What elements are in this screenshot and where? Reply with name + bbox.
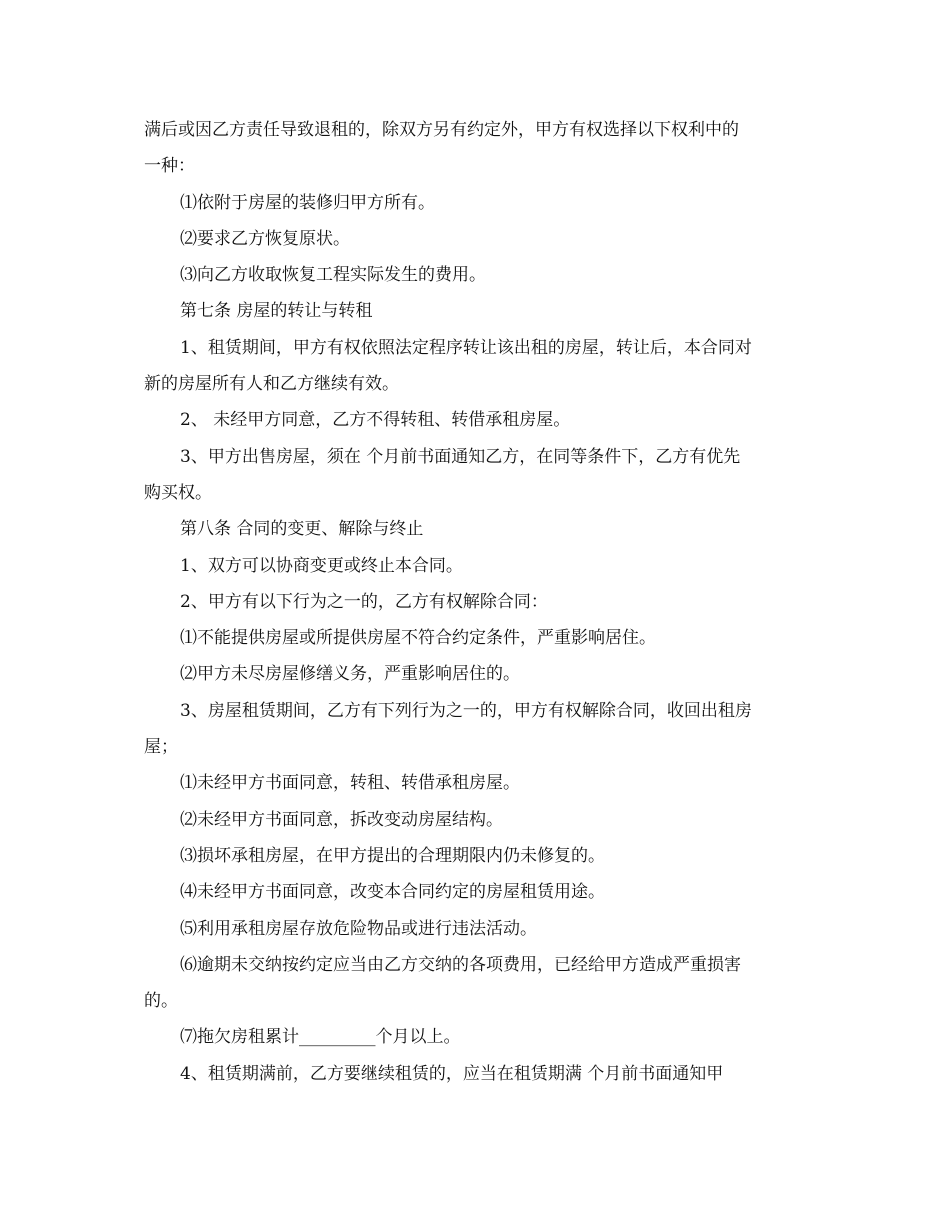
text-line: 4、租赁期满前，乙方要继续租赁的，应当在租赁期满 个月前书面通知甲 [180,1063,724,1084]
text-line: ⑴依附于房屋的装修归甲方所有。 [180,192,435,213]
text-line: ⑴未经甲方书面同意，转租、转借承租房屋。 [180,773,520,794]
text-line: 2、甲方有以下行为之一的，乙方有权解除合同： [180,591,548,612]
text-line: 购买权。 [144,482,212,503]
text-line: ⑵未经甲方书面同意，拆改变动房屋结构。 [180,809,503,830]
text-line: 满后或因乙方责任导致退租的，除双方另有约定外，甲方有权选择以下权利中的 [144,120,739,140]
text-line: ⑸利用承租房屋存放危险物品或进行违法活动。 [180,918,537,939]
text-line: 1、双方可以协商变更或终止本合同。 [180,555,463,576]
text-line: ⑵甲方未尽房屋修缮义务，严重影响居住的。 [180,664,520,685]
text-line: 1、租赁期间，甲方有权依照法定程序转让该出租的房屋，转让后，本合同对 [180,337,752,358]
text-line: 3、房屋租赁期间，乙方有下列行为之一的，甲方有权解除合同，收回出租房 [180,700,752,721]
text-line: ⑺拖欠房租累计_________个月以上。 [180,1027,461,1048]
text-line: ⑶向乙方收取恢复工程实际发生的费用。 [180,265,486,286]
text-line: ⑹逾期未交纳按约定应当由乙方交纳的各项费用，已经给甲方造成严重损害 [180,954,741,975]
text-line: 第七条 房屋的转让与转租 [180,301,373,322]
text-line: ⑷未经甲方书面同意，改变本合同约定的房屋租赁用途。 [180,882,605,903]
text-line: 一种： [144,156,195,177]
text-line: 新的房屋所有人和乙方继续有效。 [144,374,399,395]
document-body [144,112,814,1092]
text-line: ⑶损坏承租房屋，在甲方提出的合理期限内仍未修复的。 [180,845,605,866]
text-line: 第八条 合同的变更、解除与终止 [180,519,424,540]
text-line: 的。 [144,991,178,1012]
text-line: ⑵要求乙方恢复原状。 [180,228,350,249]
text-line: 3、甲方出售房屋，须在 个月前书面通知乙方，在同等条件下，乙方有优先 [180,446,741,467]
text-line: 屋； [144,737,178,758]
text-line: 2、 未经甲方同意，乙方不得转租、转借承租房屋。 [180,410,571,431]
text-line: ⑴不能提供房屋或所提供房屋不符合约定条件，严重影响居住。 [180,628,656,649]
